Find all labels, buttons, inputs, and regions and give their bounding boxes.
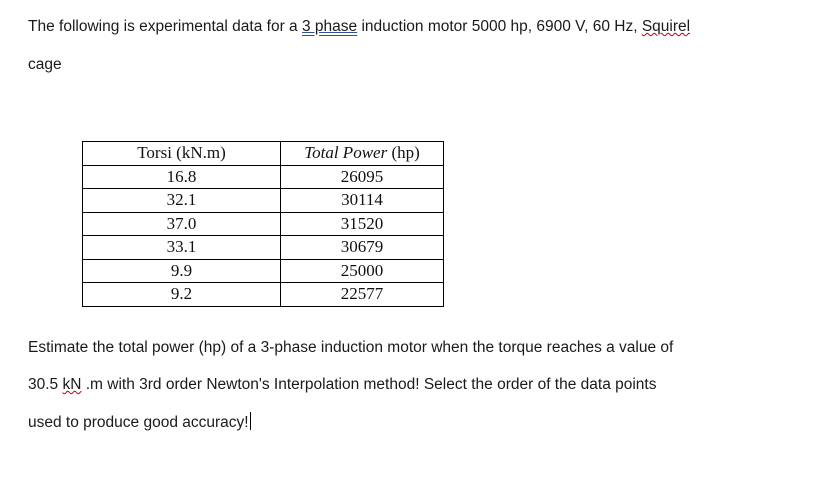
question-line-1: Estimate the total power (hp) of a 3-phase induction motor when the torque reaches a value of xyxy=(28,339,674,356)
table-row xyxy=(83,236,444,260)
intro-paragraph xyxy=(28,17,690,37)
kn-misspelled-word: kN xyxy=(62,376,82,393)
intro-text-before: The following is experimental data for a xyxy=(28,18,302,35)
total-power-unit: (hp) xyxy=(387,143,420,163)
torque-cell: 32.1 xyxy=(83,189,281,213)
intro-line-cage: cage xyxy=(28,56,62,73)
three-phase-underlined-text: 3 phase xyxy=(301,18,358,35)
torque-cell: 33.1 xyxy=(83,236,281,260)
torque-cell: 9.2 xyxy=(83,283,281,307)
question-line-3-text: used to produce good accuracy! xyxy=(28,414,249,431)
total-power-italic-label: Total Power xyxy=(304,143,388,163)
question-line-2-start: 30.5 xyxy=(28,376,63,393)
torque-cell: 9.9 xyxy=(83,259,281,283)
power-cell: 22577 xyxy=(281,283,444,307)
power-cell: 30679 xyxy=(281,236,444,260)
table-row xyxy=(83,189,444,213)
power-cell: 25000 xyxy=(281,259,444,283)
power-cell: 30114 xyxy=(281,189,444,213)
column-header-torque: Torsi (kN.m) xyxy=(83,142,281,166)
power-cell: 26095 xyxy=(281,165,444,189)
table-row xyxy=(83,259,444,283)
intro-text-middle: induction motor 5000 hp, 6900 V, 60 Hz, xyxy=(357,18,642,35)
question-line-2-rest: .m with 3rd order Newton's Interpolation method! Select the order of the data points xyxy=(81,376,657,393)
torque-power-table xyxy=(82,141,444,307)
table-row xyxy=(83,165,444,189)
question-line-2 xyxy=(28,375,657,395)
table-row xyxy=(83,283,444,307)
torque-cell: 16.8 xyxy=(83,165,281,189)
power-cell: 31520 xyxy=(281,212,444,236)
table-row xyxy=(83,212,444,236)
torque-cell: 37.0 xyxy=(83,212,281,236)
column-header-total-power xyxy=(281,142,444,166)
squirel-misspelled-word: Squirel xyxy=(641,18,691,35)
table-header-row xyxy=(83,142,444,166)
text-cursor xyxy=(250,412,251,430)
question-line-3[interactable] xyxy=(28,412,251,433)
